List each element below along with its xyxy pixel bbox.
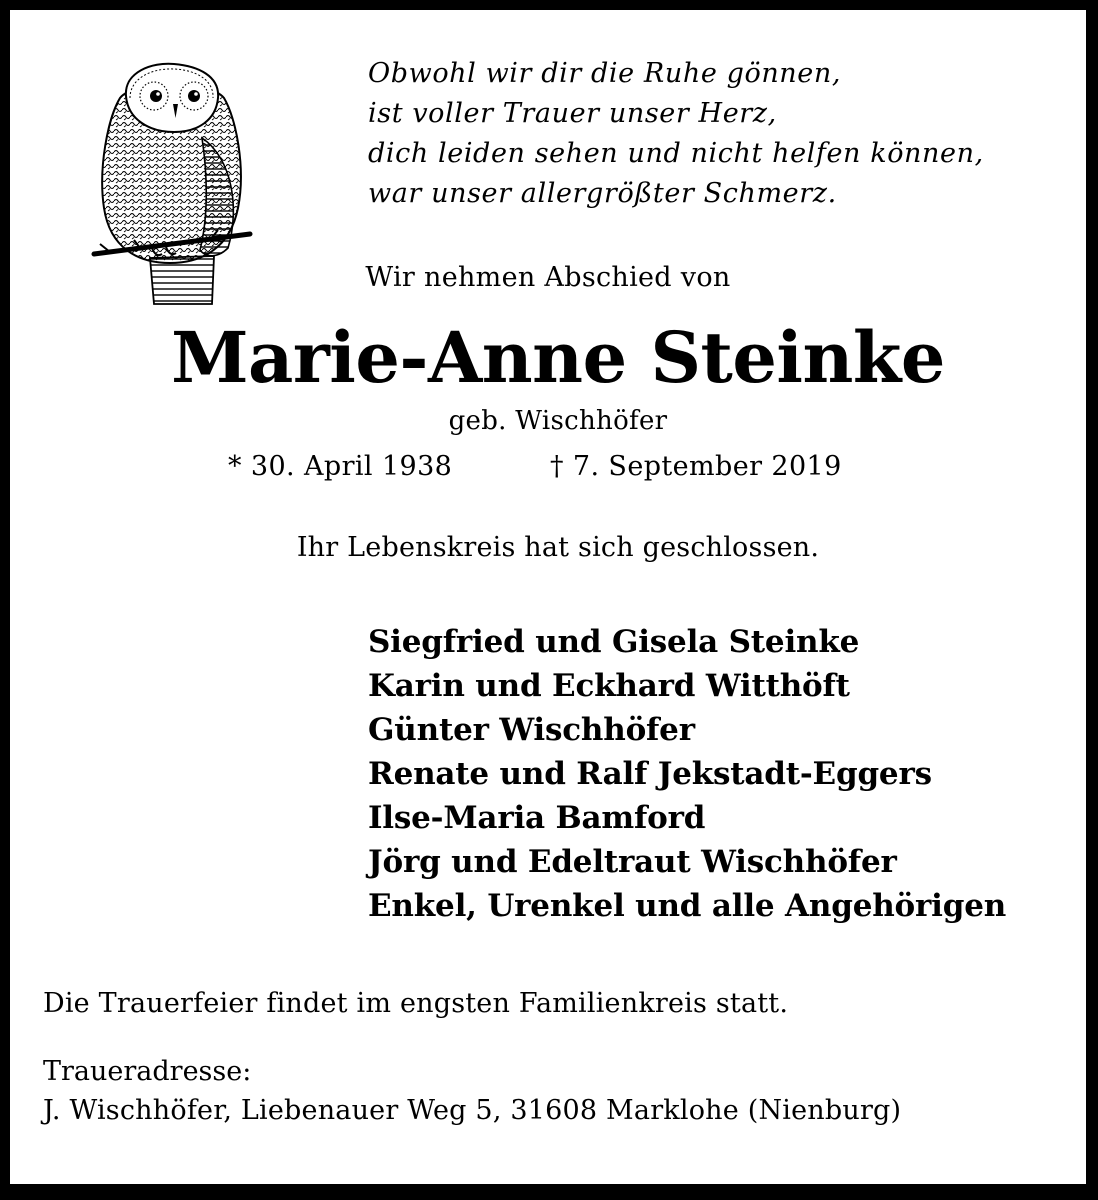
birth-date: * 30. April 1938	[228, 451, 453, 482]
mourner-entry: Ilse-Maria Bamford	[368, 800, 706, 836]
poem-line: ist voller Trauer unser Herz,	[368, 98, 777, 129]
address-label: Traueradresse:	[43, 1056, 252, 1087]
poem-line: dich leiden sehen und nicht helfen können,	[368, 138, 984, 169]
mourner-entry: Enkel, Urenkel und alle Angehörigen	[368, 888, 1007, 924]
maiden-name: geb. Wischhöfer	[448, 406, 668, 436]
poem	[368, 54, 984, 214]
farewell-intro: Wir nehmen Abschied von	[365, 262, 731, 293]
mourning-address: J. Wischhöfer, Liebenauer Weg 5, 31608 Marklohe (Nienburg)	[43, 1095, 902, 1126]
mourner-entry: Karin und Eckhard Witthöft	[368, 668, 850, 704]
mourner-entry: Günter Wischhöfer	[368, 712, 695, 748]
mourner-entry: Jörg und Edeltraut Wischhöfer	[368, 844, 897, 880]
mourner-entry: Renate und Ralf Jekstadt-Eggers	[368, 756, 932, 792]
deceased-name: Marie-Anne Steinke	[171, 316, 945, 399]
poem-line: Obwohl wir dir die Ruhe gönnen,	[368, 58, 842, 89]
obituary-notice	[10, 10, 1086, 1184]
mourner-entry: Siegfried und Gisela Steinke	[368, 624, 860, 660]
death-date: † 7. September 2019	[550, 451, 842, 482]
funeral-note: Die Trauerfeier findet im engsten Familienkreis statt.	[43, 988, 789, 1019]
mourners-list	[368, 620, 1006, 928]
memorial-sentence: Ihr Lebenskreis hat sich geschlossen.	[296, 532, 820, 563]
poem-line: war unser allergrößter Schmerz.	[368, 178, 837, 209]
